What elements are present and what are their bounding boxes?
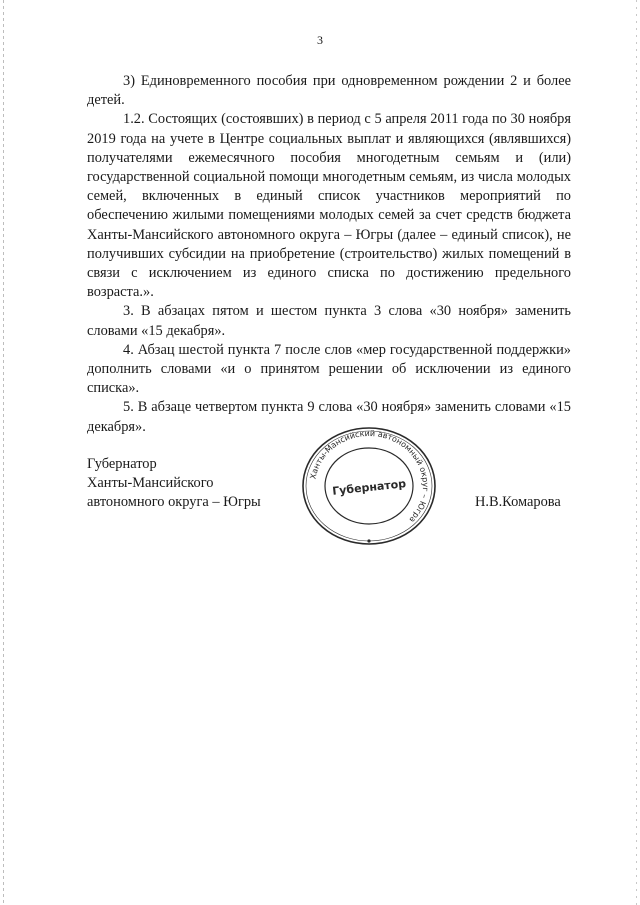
paragraph-subitem-1-2: 1.2. Состоящих (состоявших) в период с 5 апреля 2011 года по 30 ноября 2019 года на учете в Центре социальных выплат и являющихся (являвшихся) получателями ежемесячного пособия многодетным семьям и (или) государственной социальной помощи многодетным семьям, из числа молодых семей, включенных в единый список участников мероприятий по обеспечению жилыми помещениями молодых семей за счет средств бюджета Ханты-Мансийского автономного округа – Югры (далее – единый список), не получивших субсидии на приобретение (строительство) жилых помещений в связи с исключением из единого списка по достижению предельного возраста.». (87, 111, 571, 301)
signer-title-line-2: Ханты-Мансийского (87, 475, 214, 492)
scan-edge-left (3, 0, 4, 905)
stamp-center-text: Губернатор (331, 477, 407, 498)
paragraph-item-3: 3) Единовременного пособия при одновременном рождении 2 и более детей. (87, 73, 571, 109)
paragraph-point-3: 3. В абзацах пятом и шестом пункта 3 слова «30 ноября» заменить словами «15 декабря». (87, 303, 571, 339)
stamp-ring-textpath: Ханты-Мансийский автономный округ – Югра (308, 428, 431, 525)
paragraph-point-4: 4. Абзац шестой пункта 7 после слов «мер государственной поддержки» дополнить словами «и о принятом решении об исключении из единого списка». (87, 341, 571, 397)
signer-name: Н.В.Комарова (475, 494, 561, 510)
page-number: 3 (317, 33, 323, 47)
stamp-bottom-star-icon (367, 539, 370, 542)
scan-edge-right (636, 0, 637, 905)
paragraph-point-5: 5. В абзаце четвертом пункта 9 слова «30 ноября» заменить словами «15 декабря». (87, 399, 571, 435)
body-text (87, 72, 571, 437)
signer-title-line-1: Губернатор (87, 456, 157, 472)
signer-title-line-3: автономного округа – Югры (87, 494, 261, 511)
official-stamp (299, 424, 439, 548)
signer-title (87, 455, 287, 513)
